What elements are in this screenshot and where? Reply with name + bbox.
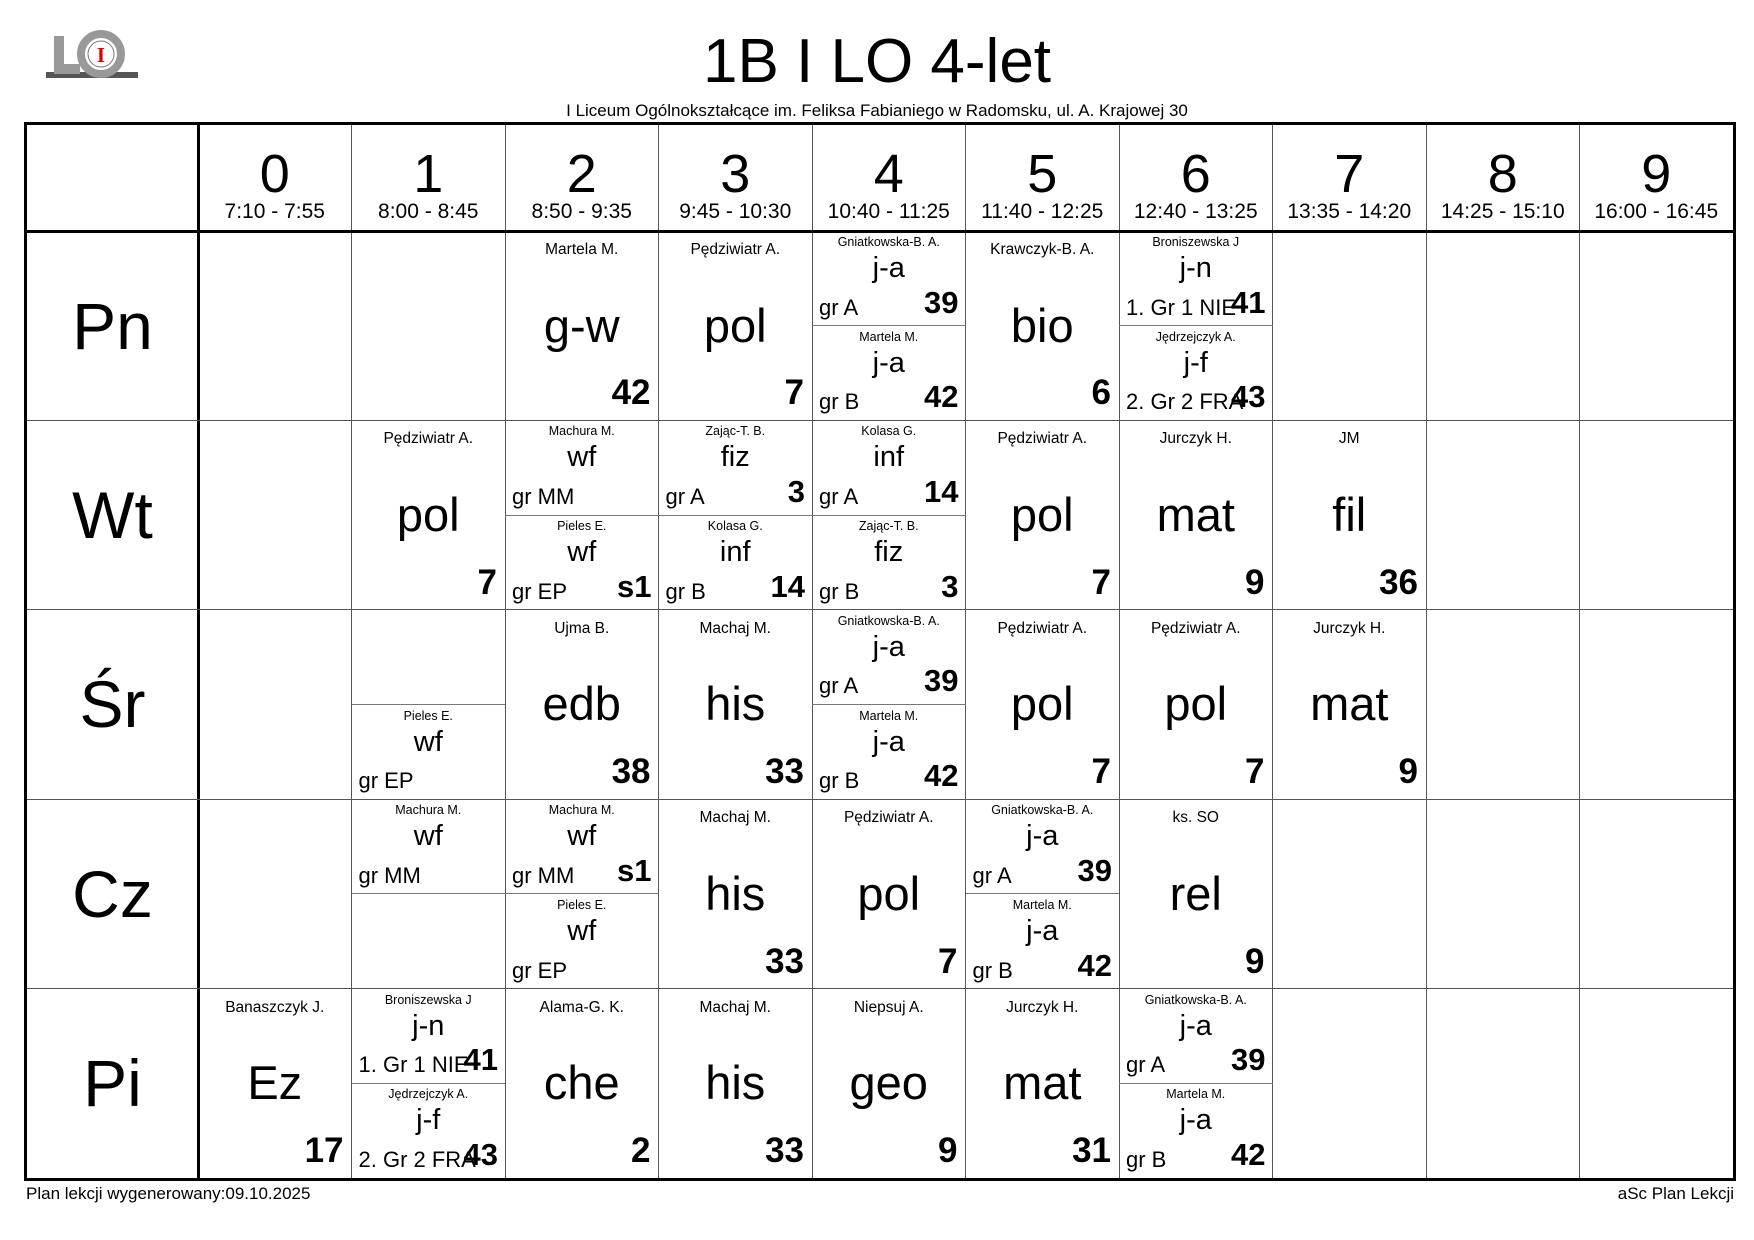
subject-name: wf <box>567 536 597 569</box>
subject-name: wf <box>413 725 443 758</box>
lesson-cell <box>505 420 659 515</box>
period-header <box>1273 125 1427 231</box>
period-number: 7 <box>1334 144 1365 204</box>
room-number: 42 <box>1231 1136 1266 1172</box>
lesson-cell <box>1119 420 1273 609</box>
lesson-cell <box>352 705 506 800</box>
lesson-cell <box>659 515 813 610</box>
lesson-cell <box>812 610 966 705</box>
room-number: 7 <box>1091 562 1111 602</box>
group-label: gr EP <box>512 957 568 983</box>
period-time: 10:40 - 11:25 <box>827 200 950 223</box>
subject-name: j-a <box>1026 914 1059 947</box>
room-number: 7 <box>477 562 497 602</box>
day-label: Pi <box>83 1046 142 1121</box>
period-number: 1 <box>413 144 444 204</box>
teacher-name: Banaszczyk J. <box>225 998 325 1016</box>
group-label: 2. Gr 2 FRA <box>1126 389 1244 415</box>
lesson-cell <box>812 799 966 988</box>
teacher-name: Machaj M. <box>699 809 771 827</box>
teacher-name: Gniatkowska-B. A. <box>837 235 940 249</box>
subject-name: his <box>705 866 766 920</box>
teacher-name: Gniatkowska-B. A. <box>991 803 1094 818</box>
subject-name: pol <box>1164 677 1228 731</box>
teacher-name: Machura M. <box>548 424 615 439</box>
lesson-cell <box>966 894 1120 989</box>
group-label: gr B <box>1126 1146 1167 1172</box>
group-label: gr A <box>819 484 859 510</box>
teacher-name: Pieles E. <box>557 519 607 534</box>
teacher-name: Pędziwiatr A. <box>1150 619 1241 637</box>
period-time: 9:45 - 10:30 <box>679 200 792 223</box>
lesson-cell <box>505 610 659 799</box>
period-header <box>1426 125 1580 231</box>
teacher-name: Martela M. <box>859 329 919 344</box>
period-number: 8 <box>1487 144 1518 204</box>
lesson-cell <box>966 989 1120 1178</box>
subject-name: inf <box>873 441 905 474</box>
period-header <box>966 125 1120 231</box>
room-number: 14 <box>924 474 959 510</box>
period-number: 3 <box>720 144 751 204</box>
lesson-cell <box>812 231 966 326</box>
teacher-name: Pędziwiatr A. <box>843 809 934 827</box>
teacher-name: Machura M. <box>395 803 462 818</box>
period-time: 13:35 - 14:20 <box>1287 200 1412 223</box>
lesson-cell <box>659 420 813 515</box>
subject-name: pol <box>1010 677 1074 731</box>
group-label: gr B <box>819 578 860 604</box>
teacher-name: Zając-T. B. <box>705 424 766 439</box>
group-label: gr MM <box>358 862 421 888</box>
room-number: 42 <box>924 758 959 794</box>
day-label-cell <box>27 231 198 420</box>
lesson-cell <box>812 705 966 800</box>
room-number: 33 <box>765 752 804 792</box>
room-number: 31 <box>1072 1130 1111 1170</box>
lesson-cell <box>1273 420 1427 609</box>
subject-name: j-a <box>1179 1104 1212 1137</box>
room-number: 38 <box>611 752 651 792</box>
room-number: 33 <box>765 941 804 981</box>
subject-name: wf <box>567 914 597 947</box>
period-number: 2 <box>566 144 597 204</box>
subject-name: j-n <box>412 1009 445 1042</box>
day-label-cell <box>27 420 198 609</box>
teacher-name: Jurczyk H. <box>1313 619 1386 637</box>
room-number: 3 <box>941 568 959 604</box>
teacher-name: Pędziwiatr A. <box>383 430 474 448</box>
lesson-cell <box>659 799 813 988</box>
subject-name: j-a <box>872 725 905 758</box>
lesson-cell <box>352 420 506 609</box>
teacher-name: JM <box>1338 430 1360 448</box>
lesson-cell <box>812 515 966 610</box>
teacher-name: Martela M. <box>545 241 619 258</box>
svg-text:I: I <box>96 43 106 67</box>
group-label: gr A <box>819 673 859 699</box>
period-header <box>505 125 659 231</box>
day-label: Wt <box>72 478 153 553</box>
day-label-cell <box>27 799 198 988</box>
period-header <box>198 125 352 231</box>
group-label: gr B <box>819 389 860 415</box>
room-number: 39 <box>1231 1042 1266 1078</box>
lesson-cell <box>1119 610 1273 799</box>
room-number: 39 <box>924 663 959 699</box>
app-name: aSc Plan Lekcji <box>1617 1184 1734 1203</box>
subject-name: his <box>705 677 766 731</box>
day-label-cell <box>27 989 198 1178</box>
teacher-name: Machura M. <box>548 803 615 818</box>
subject-name: j-n <box>1179 252 1212 284</box>
lesson-cell <box>812 989 966 1178</box>
teacher-name: Zając-T. B. <box>858 519 919 534</box>
lesson-cell <box>1119 1083 1273 1178</box>
group-label: gr B <box>972 957 1013 983</box>
teacher-name: Jędrzejczyk A. <box>1155 329 1236 344</box>
period-time: 8:50 - 9:35 <box>531 200 632 223</box>
subject-name: mat <box>1156 488 1235 542</box>
room-number: 17 <box>304 1130 344 1170</box>
subject-name: wf <box>567 441 597 474</box>
teacher-name: Gniatkowska-B. A. <box>1144 992 1247 1007</box>
period-number: 5 <box>1027 144 1058 204</box>
room-number: 39 <box>1077 852 1112 888</box>
lesson-cell <box>1119 231 1273 326</box>
subject-name: g-w <box>543 298 620 352</box>
subject-name: mat <box>1003 1056 1082 1110</box>
room-number: 42 <box>924 379 959 415</box>
period-header <box>1580 125 1734 231</box>
room-number: 42 <box>611 373 651 413</box>
subject-name: fiz <box>874 536 904 569</box>
subject-name: his <box>705 1056 766 1110</box>
period-header <box>1119 125 1273 231</box>
lesson-cell <box>1119 989 1273 1084</box>
group-label: 1. Gr 1 NIE <box>1126 294 1237 320</box>
room-number: 6 <box>1091 373 1111 413</box>
lesson-cell <box>1273 610 1427 799</box>
subject-name: Ez <box>247 1056 303 1110</box>
subject-name: inf <box>719 536 751 569</box>
period-time: 11:40 - 12:25 <box>981 200 1104 223</box>
teacher-name: Niepsuj A. <box>853 998 924 1016</box>
lesson-cell <box>505 515 659 610</box>
room-number: 14 <box>770 568 805 604</box>
subject-name: j-f <box>1183 346 1208 379</box>
room-number: 7 <box>1091 752 1111 792</box>
group-label: gr A <box>1126 1052 1166 1078</box>
lesson-cell <box>966 799 1120 894</box>
room-number: s1 <box>617 852 652 888</box>
subject-name: fiz <box>720 441 750 474</box>
teacher-name: Kolasa G. <box>707 519 763 534</box>
grid-line-vertical <box>1579 125 1580 1178</box>
day-label: Śr <box>79 667 146 742</box>
group-label: gr B <box>819 768 860 794</box>
teacher-name: Pieles E. <box>557 897 607 912</box>
room-number: 7 <box>784 373 804 413</box>
teacher-name: Broniszewska J <box>1152 235 1240 249</box>
room-number: 7 <box>938 941 958 981</box>
lesson-cell <box>812 326 966 421</box>
room-number: 9 <box>1398 752 1418 792</box>
day-label-cell <box>27 610 198 799</box>
lesson-cell <box>966 231 1120 420</box>
teacher-name: Machaj M. <box>699 619 771 637</box>
teacher-name: Krawczyk-B. A. <box>990 241 1095 258</box>
subject-name: j-a <box>872 252 905 284</box>
room-number: s1 <box>617 568 652 604</box>
room-number: 9 <box>1245 941 1265 981</box>
group-label: 2. Gr 2 FRA <box>358 1146 476 1172</box>
teacher-name: Jurczyk H. <box>1159 430 1232 448</box>
subject-name: j-a <box>1179 1009 1212 1042</box>
lesson-cell <box>505 799 659 894</box>
room-number: 33 <box>765 1130 804 1170</box>
subject-name: bio <box>1010 298 1074 352</box>
teacher-name: Pędziwiatr A. <box>997 430 1088 448</box>
lesson-cell <box>659 610 813 799</box>
period-time: 16:00 - 16:45 <box>1594 200 1719 223</box>
lesson-cell <box>352 989 506 1084</box>
lesson-cell <box>352 799 506 894</box>
group-label: gr A <box>819 294 859 320</box>
school-address: I Liceum Ogólnokształcące im. Feliksa Fabianiego w Radomsku, ul. A. Krajowej 30 <box>566 101 1188 120</box>
subject-name: pol <box>703 298 767 352</box>
teacher-name: ks. SO <box>1172 809 1219 827</box>
lesson-cell <box>966 610 1120 799</box>
lesson-cell <box>1119 326 1273 421</box>
room-number: 39 <box>924 284 959 320</box>
period-header <box>812 125 966 231</box>
group-label: gr B <box>665 578 706 604</box>
lesson-cell <box>352 1083 506 1178</box>
room-number: 7 <box>1245 752 1265 792</box>
period-time: 14:25 - 15:10 <box>1440 200 1565 223</box>
teacher-name: Martela M. <box>1166 1087 1226 1102</box>
room-number: 41 <box>463 1042 498 1078</box>
subject-name: j-f <box>416 1104 441 1137</box>
page-title: 1B I LO 4-let <box>702 27 1052 96</box>
subject-name: pol <box>857 866 921 920</box>
lesson-cell <box>812 420 966 515</box>
generated-date: Plan lekcji wygenerowany:09.10.2025 <box>26 1184 311 1203</box>
subject-name: j-a <box>872 630 905 663</box>
room-number: 42 <box>1077 947 1112 983</box>
teacher-name: Martela M. <box>1012 897 1072 912</box>
subject-name: j-a <box>1026 820 1059 853</box>
teacher-name: Jurczyk H. <box>1006 998 1079 1016</box>
room-number: 43 <box>1231 379 1266 415</box>
group-label: gr EP <box>512 578 568 604</box>
teacher-name: Broniszewska J <box>384 992 472 1007</box>
teacher-name: Pędziwiatr A. <box>690 241 781 258</box>
teacher-name: Jędrzejczyk A. <box>388 1087 469 1102</box>
group-label: 1. Gr 1 NIE <box>358 1052 469 1078</box>
lesson-cell <box>505 231 659 420</box>
room-number: 36 <box>1379 562 1418 602</box>
subject-name: j-a <box>872 346 905 379</box>
teacher-name: Machaj M. <box>699 998 771 1016</box>
room-number: 41 <box>1231 284 1266 320</box>
group-label: gr EP <box>358 768 414 794</box>
subject-name: wf <box>413 820 443 853</box>
period-time: 7:10 - 7:55 <box>224 200 325 223</box>
subject-name: pol <box>1010 488 1074 542</box>
period-number: 4 <box>873 144 904 204</box>
group-label: gr A <box>665 484 705 510</box>
lesson-cell <box>505 989 659 1178</box>
timetable-grid <box>24 122 1736 1181</box>
teacher-name: Alama-G. K. <box>539 998 624 1016</box>
teacher-name: Gniatkowska-B. A. <box>837 613 940 628</box>
period-number: 0 <box>259 144 290 204</box>
room-number: 9 <box>1245 562 1265 602</box>
teacher-name: Martela M. <box>859 708 919 723</box>
day-label: Cz <box>72 856 153 931</box>
teacher-name: Pieles E. <box>403 708 453 723</box>
room-number: 3 <box>787 474 805 510</box>
subject-name: edb <box>542 677 621 731</box>
lesson-cell <box>659 989 813 1178</box>
lesson-cell <box>198 989 352 1178</box>
teacher-name: Kolasa G. <box>861 424 917 439</box>
subject-name: mat <box>1310 677 1389 731</box>
teacher-name: Ujma B. <box>554 619 610 637</box>
period-number: 6 <box>1180 144 1211 204</box>
teacher-name: Pędziwiatr A. <box>997 619 1088 637</box>
room-number: 2 <box>631 1130 651 1170</box>
period-time: 8:00 - 8:45 <box>378 200 479 223</box>
group-label: gr A <box>972 862 1012 888</box>
period-header <box>659 125 813 231</box>
lesson-cell <box>659 231 813 420</box>
subject-name: rel <box>1169 866 1222 920</box>
group-label: gr MM <box>512 862 575 888</box>
period-header <box>352 125 506 231</box>
group-label: gr MM <box>512 484 575 510</box>
subject-name: fil <box>1332 488 1367 542</box>
lesson-cell <box>1119 799 1273 988</box>
subject-name: che <box>543 1056 620 1110</box>
subject-name: wf <box>567 820 597 853</box>
day-label: Pn <box>72 288 153 363</box>
lesson-cell <box>966 420 1120 609</box>
room-number: 43 <box>463 1136 498 1172</box>
subject-name: pol <box>396 488 460 542</box>
room-number: 9 <box>938 1130 958 1170</box>
lesson-cell <box>505 894 659 989</box>
subject-name: geo <box>849 1056 928 1110</box>
period-number: 9 <box>1641 144 1672 204</box>
period-time: 12:40 - 13:25 <box>1133 200 1258 223</box>
